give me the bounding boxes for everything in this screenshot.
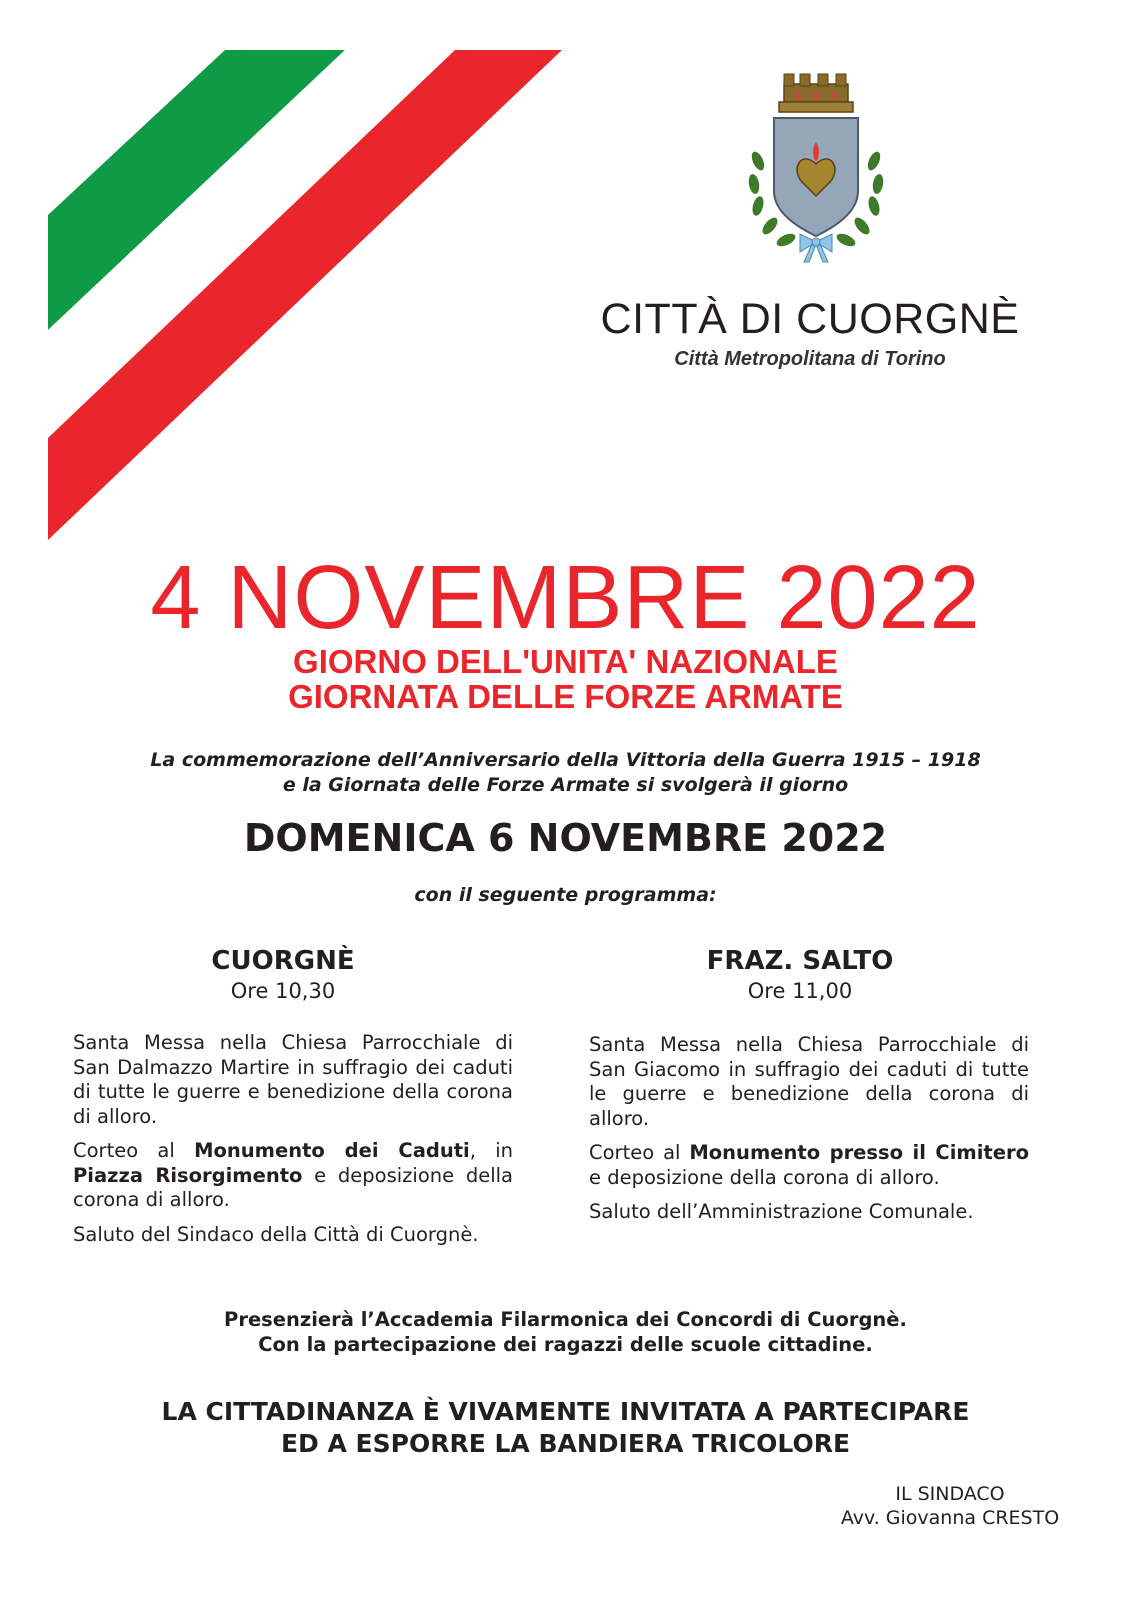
footer-note-accademia: Presenzierà l’Accademia Filarmonica dei Concordi di Cuorgnè.	[224, 1308, 907, 1331]
crown-icon	[779, 74, 853, 112]
event-date: DOMENICA 6 NOVEMBRE 2022	[243, 816, 888, 860]
footer-note-schools: Con la partecipazione dei ragazzi delle scuole cittadine.	[258, 1333, 873, 1356]
invite-line-1: LA CITTADINANZA È VIVAMENTE INVITATA A PARTECIPARE	[161, 1397, 970, 1426]
invite-line-2: ED A ESPORRE LA BANDIERA TRICOLORE	[280, 1429, 851, 1458]
signature-title: IL SINDACO	[895, 1483, 1005, 1505]
left-program-text	[73, 1031, 513, 1257]
left-time: Ore 10,30	[230, 979, 336, 1003]
left-paragraph-mass: Santa Messa nella Chiesa Parrocchiale di San Dalmazzo Martire in suffragio dei caduti di tutte le guerre e benedizione della corona di alloro.	[73, 1031, 513, 1128]
ribbon-bow-icon	[800, 234, 832, 262]
right-program-text	[589, 1033, 1029, 1235]
headline-line-forze-armate: GIORNATA DELLE FORZE ARMATE	[288, 678, 843, 715]
left-place-title: CUORGNÈ	[211, 946, 355, 976]
right-place-title: FRAZ. SALTO	[706, 946, 894, 976]
headline-line-unita: GIORNO DELL'UNITA' NAZIONALE	[293, 643, 838, 680]
city-title: CITTÀ DI CUORGNÈ	[600, 295, 1020, 343]
program-label: con il seguente programma:	[414, 884, 717, 906]
tricolore-ribbon	[0, 0, 600, 560]
right-paragraph-procession: Corteo al Monumento presso il Cimitero e deposizione della corona di alloro.	[589, 1141, 1029, 1189]
intro-line-1: La commemorazione dell’Anniversario della Vittoria della Guerra 1915 – 1918	[150, 749, 981, 771]
left-paragraph-greeting: Saluto del Sindaco della Città di Cuorgnè.	[73, 1222, 479, 1246]
right-time: Ore 11,00	[747, 979, 853, 1003]
coat-of-arms-emblem	[746, 66, 886, 266]
headline-date: 4 NOVEMBRE 2022	[150, 548, 981, 648]
left-paragraph-procession: Corteo al Monumento dei Caduti, in Piazza Risorgimento e deposizione della corona di alloro.	[73, 1139, 514, 1211]
right-paragraph-mass: Santa Messa nella Chiesa Parrocchiale di San Giacomo in suffragio dei caduti di tutte le guerre e benedizione della corona di alloro.	[589, 1033, 1029, 1130]
right-paragraph-greeting: Saluto dell’Amministrazione Comunale.	[589, 1200, 974, 1223]
intro-line-2: e la Giornata delle Forze Armate si svolgerà il giorno	[282, 774, 849, 796]
signature-name: Avv. Giovanna CRESTO	[840, 1507, 1060, 1529]
city-subtitle: Città Metropolitana di Torino	[674, 348, 946, 370]
